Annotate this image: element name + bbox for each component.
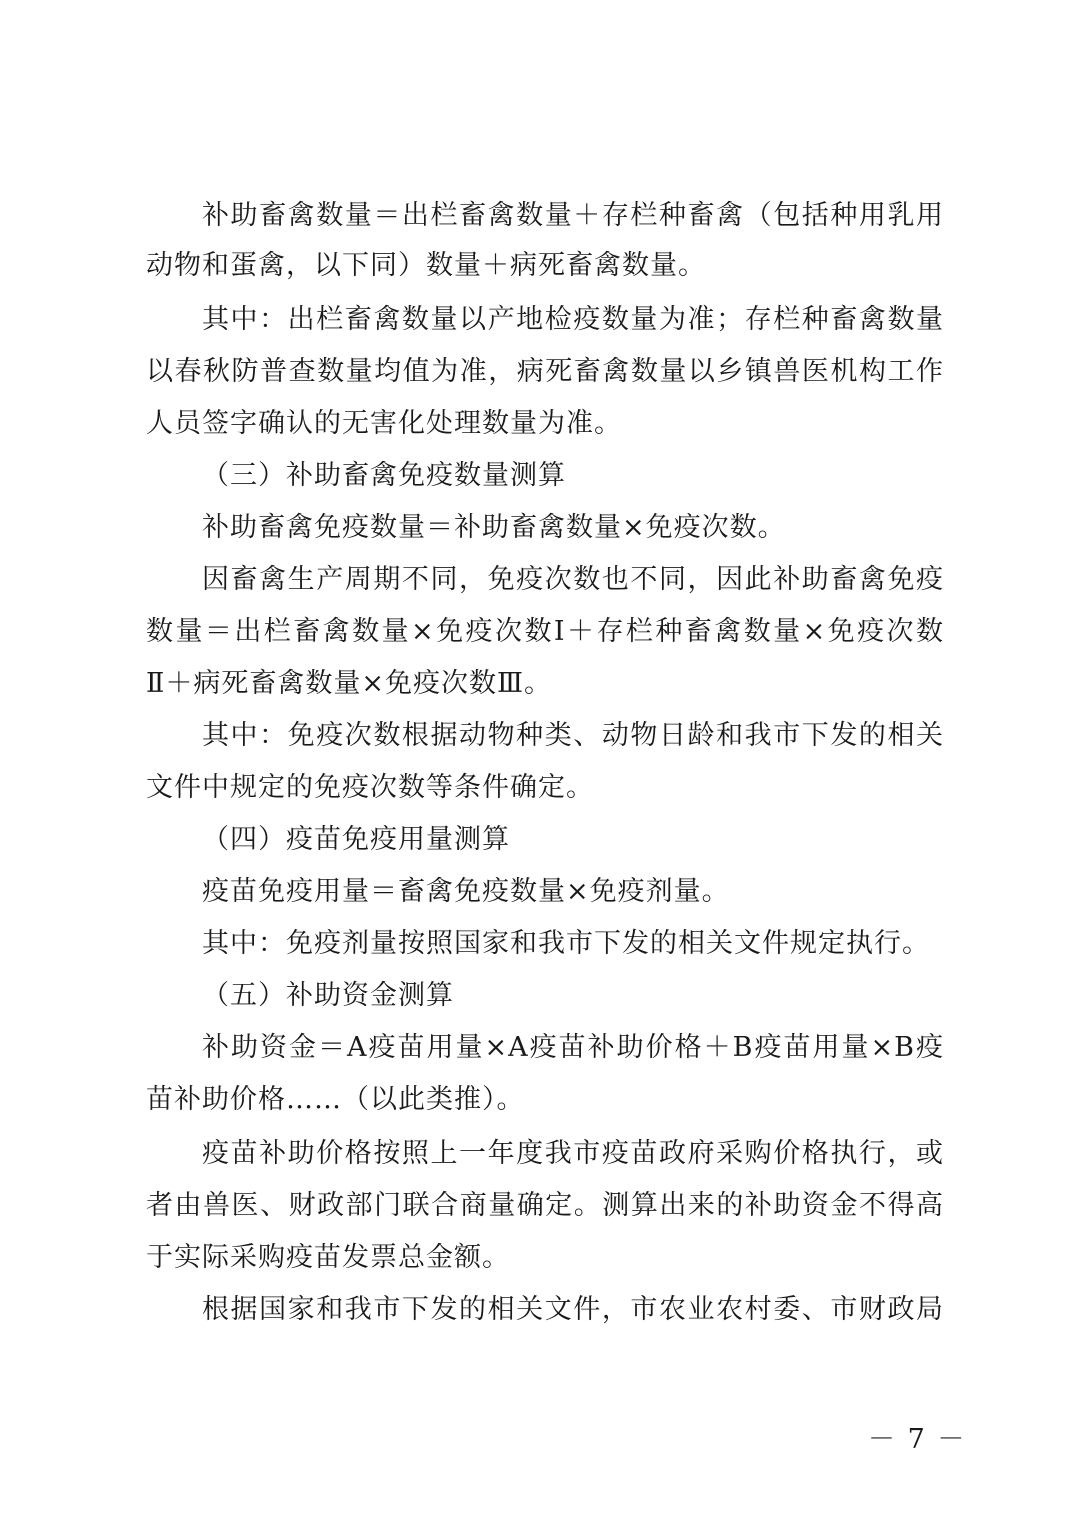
page-number: － 7 － — [868, 1424, 967, 1455]
text-line: 者由兽医、财政部门联合商量确定。测算出来的补助资金不得高 — [146, 1190, 944, 1221]
text-line: 其中：出栏畜禽数量以产地检疫数量为准；存栏种畜禽数量 — [202, 304, 944, 335]
text-line: 补助畜禽数量＝出栏畜禽数量＋存栏种畜禽（包括种用乳用 — [202, 200, 944, 231]
text-line: 根据国家和我市下发的相关文件，市农业农村委、市财政局 — [202, 1294, 944, 1325]
text-line: 因畜禽生产周期不同，免疫次数也不同，因此补助畜禽免疫 — [202, 564, 944, 595]
section-heading: （四）疫苗免疫用量测算 — [202, 824, 510, 855]
text-line: 其中：免疫剂量按照国家和我市下发的相关文件规定执行。 — [202, 928, 930, 959]
text-line: 补助资金＝A疫苗用量×A疫苗补助价格＋B疫苗用量×B疫 — [202, 1032, 944, 1063]
text-line: 数量＝出栏畜禽数量×免疫次数Ⅰ＋存栏种畜禽数量×免疫次数 — [146, 616, 944, 647]
section-heading: （三）补助畜禽免疫数量测算 — [202, 460, 566, 491]
text-line: 补助畜禽免疫数量＝补助畜禽数量×免疫次数。 — [202, 512, 786, 543]
text-line: 其中：免疫次数根据动物种类、动物日龄和我市下发的相关 — [202, 720, 944, 751]
section-heading: （五）补助资金测算 — [202, 980, 454, 1011]
text-line: 以春秋防普查数量均值为准，病死畜禽数量以乡镇兽医机构工作 — [146, 356, 944, 387]
text-line: 文件中规定的免疫次数等条件确定。 — [146, 772, 594, 803]
text-line: 疫苗补助价格按照上一年度我市疫苗政府采购价格执行，或 — [202, 1138, 944, 1169]
text-line: 于实际采购疫苗发票总金额。 — [146, 1242, 510, 1273]
text-line: 苗补助价格……（以此类推）。 — [146, 1084, 525, 1115]
text-line: 疫苗免疫用量＝畜禽免疫数量×免疫剂量。 — [202, 876, 730, 907]
text-line: 人员签字确认的无害化处理数量为准。 — [146, 408, 622, 439]
text-line: 动物和蛋禽，以下同）数量＋病死畜禽数量。 — [146, 250, 706, 281]
text-line: Ⅱ＋病死畜禽数量×免疫次数Ⅲ。 — [146, 668, 553, 699]
